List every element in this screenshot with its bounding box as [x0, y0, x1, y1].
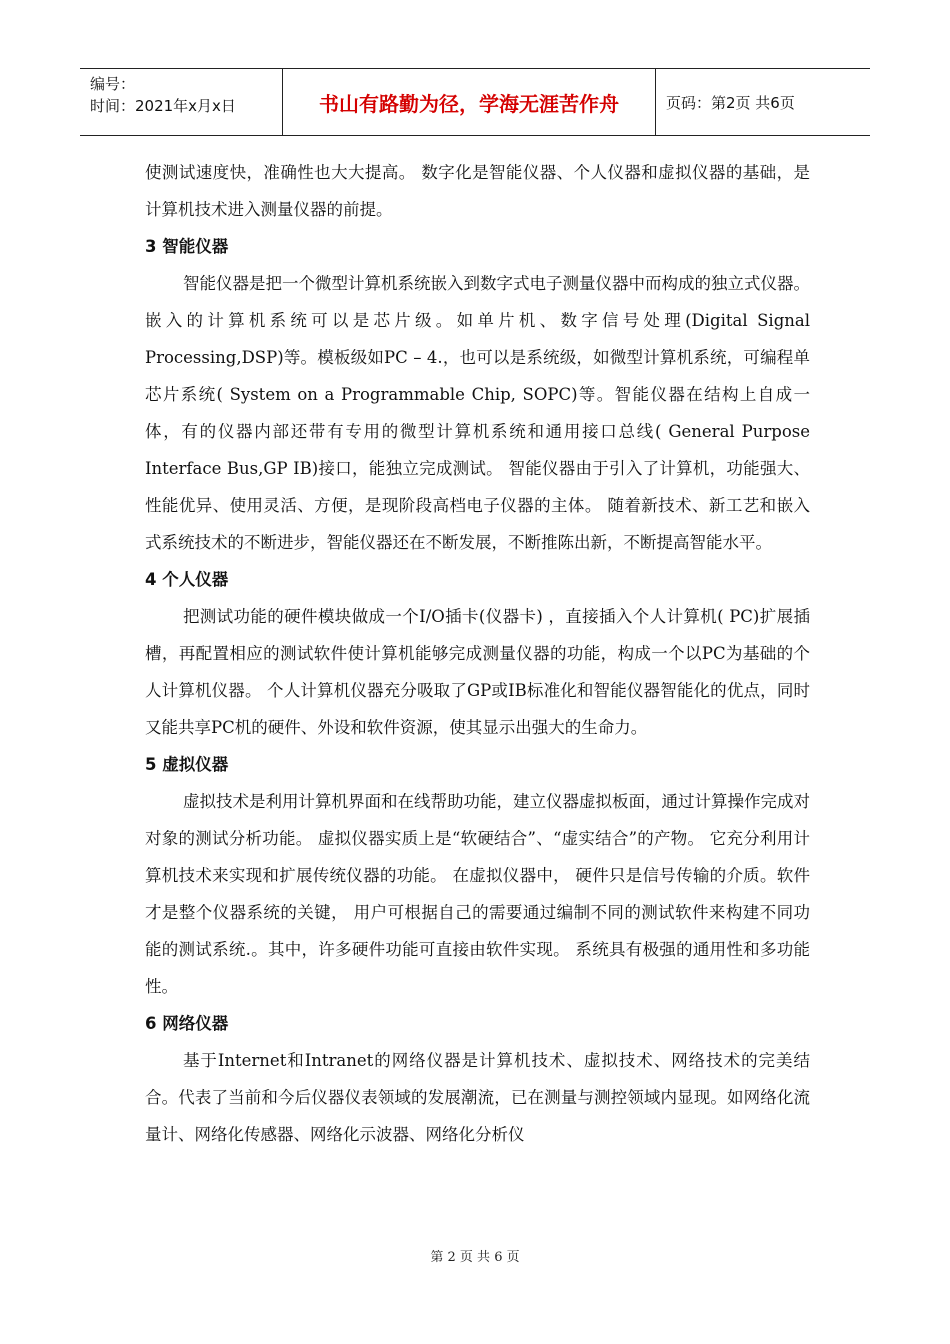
document-body [145, 154, 810, 1153]
paragraph: 虚拟技术是利用计算机界面和在线帮助功能，建立仪器虚拟板面，通过计算操作完成对对象的测试分析功能。 虚拟仪器实质上是“软硬结合”、“虚实结合”的产物。 它充分利用计算机技术来实现和扩展传统仪器的功能。 在虚拟仪器中， 硬件只是信号传输的介质。软件才是整个仪器系统的关键， 用户可根据自己的需要通过编制不同的测试软件来构建不同功能的测试系统.。其中，许多硬件功能可直接由软件实现。 系统具有极强的通用性和多功能性。 [145, 792, 810, 996]
header-meta [80, 69, 282, 135]
page-header [80, 68, 870, 136]
section-heading-5: 5 虚拟仪器 [145, 755, 229, 774]
section-heading-4: 4 个人仪器 [145, 570, 229, 589]
header-page-label: 页码：第2页 共6页 [666, 93, 795, 112]
section-heading-6: 6 网络仪器 [145, 1014, 229, 1033]
paragraph: 把测试功能的硬件模块做成一个I/O插卡(仪器卡) ，直接插入个人计算机( PC)扩展插槽，再配置相应的测试软件使计算机能够完成测量仪器的功能，构成一个以PC为基础的个人计算机仪器。 个人计算机仪器充分吸取了GP或IB标准化和智能仪器智能化的优点，同时又能共享PC机的硬件、外设和软件资源，使其显示出强大的生命力。 [145, 607, 810, 737]
paragraph: 使测试速度快，准确性也大大提高。 数字化是智能仪器、个人仪器和虚拟仪器的基础，是计算机技术进入测量仪器的前提。 [145, 163, 810, 219]
document-time-label: 时间：2021年x月x日 [90, 97, 236, 115]
page-footer: 第 2 页 共 6 页 [430, 1250, 520, 1265]
document-number-label: 编号： [90, 75, 136, 93]
section-heading-3: 3 智能仪器 [145, 237, 229, 256]
header-motto: 书山有路勤为径，学海无涯苦作舟 [282, 69, 656, 135]
paragraph: 智能仪器是把一个微型计算机系统嵌入到数字式电子测量仪器中而构成的独立式仪器。 嵌入的计算机系统可以是芯片级。如单片机、数字信号处理(Digital Signal Processing,DSP)等。模板级如PC – 4.，也可以是系统级，如微型计算机系统，可编程单芯片系统( System on a Programmable Chip, SOPC)等。智能仪器在结构上自成一体，有的仪器内部还带有专用的微型计算机系统和通用接口总线( General Purpose Interface Bus,GP IB)接口，能独立完成测试。 智能仪器由于引入了计算机，功能强大、性能优异、使用灵活、方便，是现阶段高档电子仪器的主体。 随着新技术、新工艺和嵌入式系统技术的不断进步，智能仪器还在不断发展，不断推陈出新，不断提高智能水平。 [145, 274, 810, 552]
paragraph: 基于Internet和Intranet的网络仪器是计算机技术、虚拟技术、网络技术的完美结合。代表了当前和今后仪器仪表领域的发展潮流，已在测量与测控领域内显现。如网络化流量计、网络化传感器、网络化示波器、网络化分析仪 [145, 1051, 810, 1144]
